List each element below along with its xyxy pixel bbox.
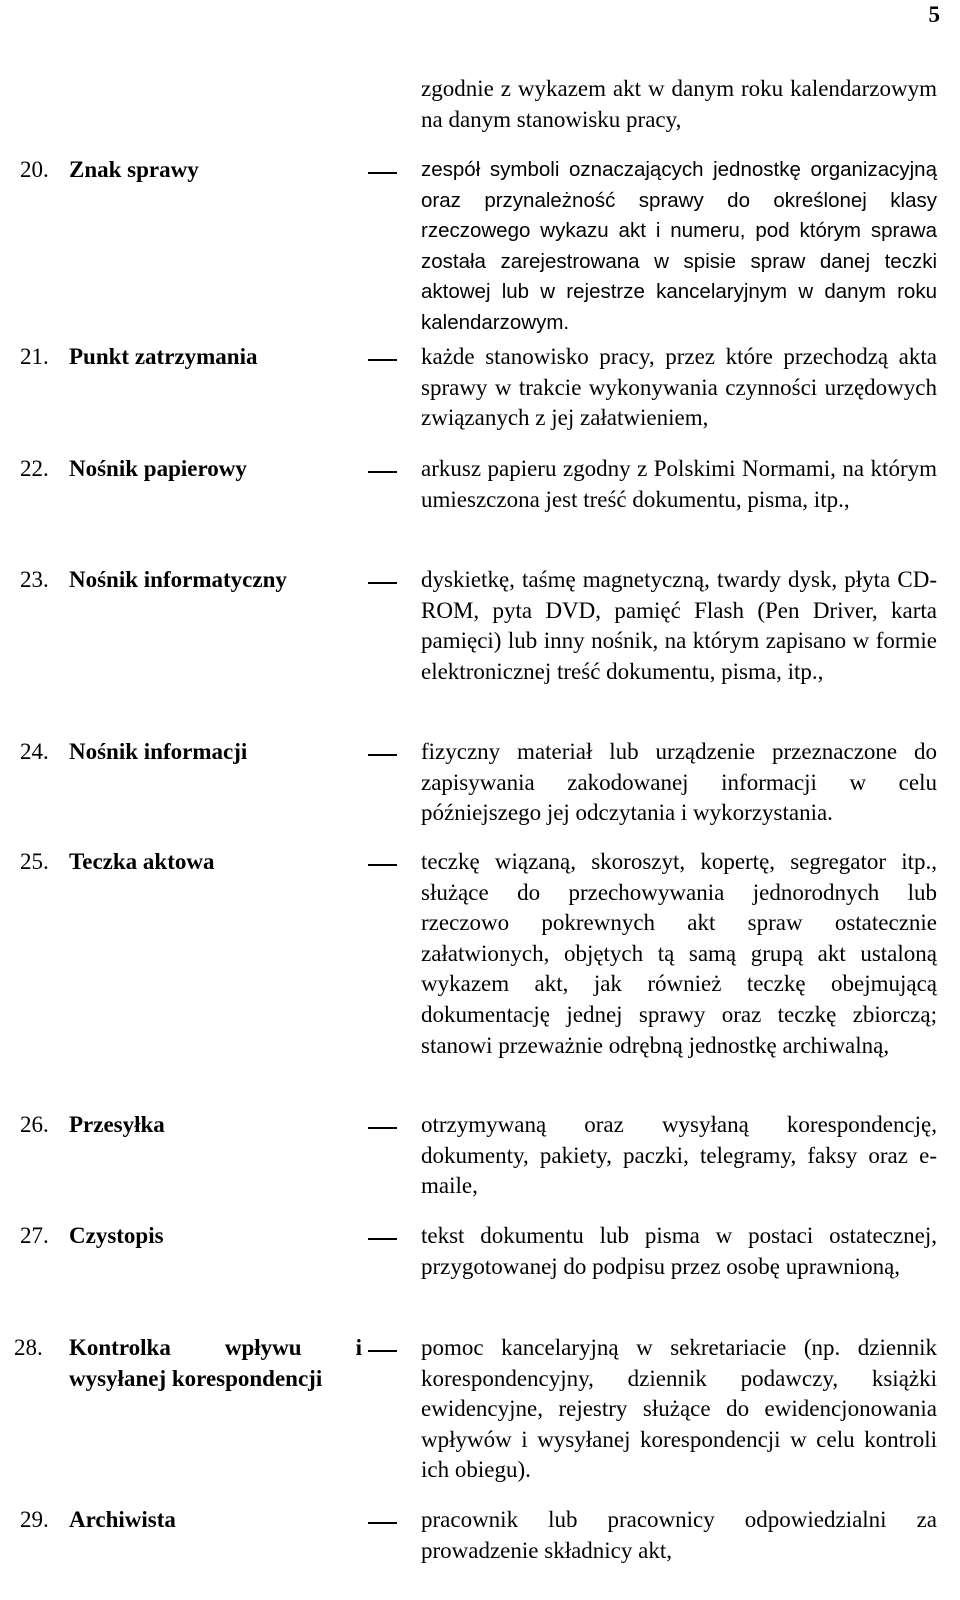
entry-dash xyxy=(368,1238,397,1240)
entry-term: Czystopis xyxy=(69,1223,164,1248)
entry-term: Nośnik informatyczny xyxy=(69,567,287,592)
entry-term: Punkt zatrzymania xyxy=(69,344,258,369)
entry-definition: zespół symboli oznaczających jednostkę organizacyjną oraz przynależność sprawy do określonej klasy rzeczowego wykazu akt i numeru, pod którym sprawa została zarejestrowana w spisie spraw danej teczki aktowej lub w rejestrze kancelaryjnym w danym roku kalendarzowym. xyxy=(421,158,937,334)
entry-number: 28. xyxy=(14,1335,43,1360)
entry-number: 22. xyxy=(20,456,49,481)
entry-term: Archiwista xyxy=(69,1507,176,1532)
entry-definition: pracownik lub pracownicy odpowiedzialni za prowadzenie składnicy akt, xyxy=(421,1507,937,1563)
entry-dash xyxy=(368,1350,397,1352)
entry-dash xyxy=(368,172,397,174)
entry-number: 24. xyxy=(20,739,49,764)
entry-dash xyxy=(368,1522,397,1524)
entry-dash xyxy=(368,864,397,866)
entry-number: 21. xyxy=(20,344,49,369)
entry-definition: otrzymywaną oraz wysyłaną korespondencję, dokumenty, pakiety, paczki, telegramy, faksy oraz e-maile, xyxy=(421,1112,937,1199)
entry-number: 29. xyxy=(20,1507,49,1532)
continuation-text: zgodnie z wykazem akt w danym roku kalendarzowym na danym stanowisku pracy, xyxy=(421,76,937,132)
entry-term: Kontrolka wpływu i wysyłanej korespondencji xyxy=(69,1335,362,1391)
entry-number: 25. xyxy=(20,849,49,874)
entry-definition: arkusz papieru zgodny z Polskimi Normami, na którym umieszczona jest treść dokumentu, pisma, itp., xyxy=(421,456,937,512)
entry-number: 26. xyxy=(20,1112,49,1137)
entry-number: 23. xyxy=(20,567,49,592)
entry-dash xyxy=(368,471,397,473)
entry-definition: teczkę wiązaną, skoroszyt, kopertę, segregator itp., służące do przechowywania jednorodnych lub rzeczowo pokrewnych akt spraw ostatecznie załatwionych, objętych tą samą grupą akt ustaloną wykazem akt, jak również teczkę obejmującą dokumentację jednej sprawy oraz teczkę zbiorczą; stanowi przeważnie odrębną jednostkę archiwalną, xyxy=(421,849,937,1058)
entry-definition: pomoc kancelaryjną w sekretariacie (np. dziennik korespondencyjny, dziennik podawczy, książki ewidencyjne, rejestry służące do ewidencjonowania wpływów i wysyłanej korespondencji w celu kontroli ich obiegu). xyxy=(421,1335,937,1483)
entry-definition: fizyczny materiał lub urządzenie przeznaczone do zapisywania zakodowanej informacji w celu późniejszego jej odczytania i wykorzystania. xyxy=(421,739,937,826)
entry-term: Znak sprawy xyxy=(69,157,199,182)
entry-term: Nośnik informacji xyxy=(69,739,248,764)
entry-dash xyxy=(368,359,397,361)
entry-dash xyxy=(368,754,397,756)
entry-term: Przesyłka xyxy=(69,1112,165,1137)
entry-definition: dyskietkę, taśmę magnetyczną, twardy dysk, płyta CD-ROM, pyta DVD, pamięć Flash (Pen Driver, karta pamięci) lub inny nośnik, na którym zapisano w formie elektronicznej treść dokumentu, pisma, itp., xyxy=(421,567,937,684)
entry-dash xyxy=(368,1127,397,1129)
entry-dash xyxy=(368,582,397,584)
entry-term: Nośnik papierowy xyxy=(69,456,247,481)
entry-definition: każde stanowisko pracy, przez które przechodzą akta sprawy w trakcie wykonywania czynności urzędowych związanych z jej załatwieniem, xyxy=(421,344,937,431)
entry-number: 27. xyxy=(20,1223,49,1248)
page-number: 5 xyxy=(928,2,940,27)
entry-number: 20. xyxy=(20,157,49,182)
entry-definition: tekst dokumentu lub pisma w postaci ostatecznej, przygotowanej do podpisu przez osobę uprawnioną, xyxy=(421,1223,937,1279)
entry-term: Teczka aktowa xyxy=(69,849,215,874)
